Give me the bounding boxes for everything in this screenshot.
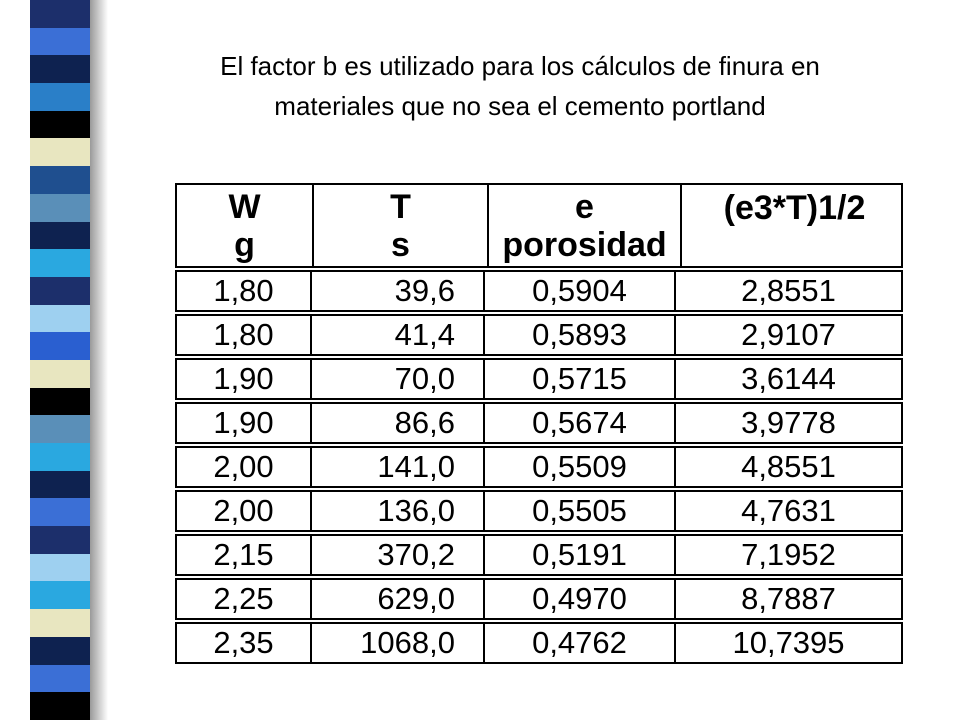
cell-t-value: 141,0 xyxy=(312,448,485,486)
table-row xyxy=(175,622,903,664)
cell-w-value: 1,80 xyxy=(177,272,312,310)
stripe xyxy=(30,0,90,28)
header-e-label: e xyxy=(575,187,594,226)
cell-w-value: 2,00 xyxy=(177,448,312,486)
stripe xyxy=(30,526,90,554)
header-t-label: T xyxy=(390,187,411,226)
cell-w-value: 2,00 xyxy=(177,492,312,530)
header-w-label: W xyxy=(228,187,261,226)
data-table xyxy=(175,183,903,664)
stripe xyxy=(30,554,90,582)
cell-t-value: 136,0 xyxy=(312,492,485,530)
stripe xyxy=(30,194,90,222)
cell-t-value: 39,6 xyxy=(312,272,485,310)
cell-t-value: 86,6 xyxy=(312,404,485,442)
table-header xyxy=(175,183,903,268)
cell-e-value: 0,4762 xyxy=(485,624,676,662)
stripe xyxy=(30,581,90,609)
stripe xyxy=(30,332,90,360)
table-row xyxy=(175,314,903,356)
stripe xyxy=(30,471,90,499)
stripe xyxy=(30,498,90,526)
stripe xyxy=(30,692,90,720)
stripe xyxy=(30,360,90,388)
decorative-stripe-bar xyxy=(30,0,90,720)
stripe xyxy=(30,415,90,443)
stripe xyxy=(30,443,90,471)
slide-title xyxy=(120,46,920,126)
cell-t-value: 70,0 xyxy=(312,360,485,398)
stripe xyxy=(30,249,90,277)
header-w-unit: g xyxy=(234,225,255,264)
cell-e-value: 0,4970 xyxy=(485,580,676,618)
cell-w-value: 1,90 xyxy=(177,404,312,442)
stripe xyxy=(30,138,90,166)
stripe xyxy=(30,388,90,416)
stripe xyxy=(30,609,90,637)
header-formula-label: (e3*T)1/2 xyxy=(723,189,866,227)
cell-e-value: 0,5715 xyxy=(485,360,676,398)
cell-t-value: 370,2 xyxy=(312,536,485,574)
cell-e-value: 0,5904 xyxy=(485,272,676,310)
cell-w-value: 2,35 xyxy=(177,624,312,662)
table-row xyxy=(175,578,903,620)
stripe xyxy=(30,111,90,139)
table-row xyxy=(175,534,903,576)
header-t-unit: s xyxy=(391,225,410,264)
stripe xyxy=(30,55,90,83)
cell-formula-value: 10,7395 xyxy=(732,625,845,660)
cell-w-value: 1,90 xyxy=(177,360,312,398)
stripe xyxy=(30,166,90,194)
table-row xyxy=(175,358,903,400)
cell-w-value: 2,25 xyxy=(177,580,312,618)
cell-formula-value: 3,9778 xyxy=(741,405,836,440)
title-line-2: materiales que no sea el cemento portland xyxy=(274,91,766,121)
cell-t-value: 41,4 xyxy=(312,316,485,354)
cell-formula-value: 8,7887 xyxy=(741,581,836,616)
stripe xyxy=(30,83,90,111)
cell-formula-value: 2,9107 xyxy=(741,317,836,352)
header-e xyxy=(489,185,682,266)
stripe xyxy=(30,277,90,305)
cell-formula-value: 7,1952 xyxy=(741,537,836,572)
table-body xyxy=(175,270,903,664)
cell-formula-value: 4,7631 xyxy=(741,493,836,528)
cell-t-value: 629,0 xyxy=(312,580,485,618)
cell-w-value: 2,15 xyxy=(177,536,312,574)
stripe xyxy=(30,637,90,665)
cell-e-value: 0,5505 xyxy=(485,492,676,530)
cell-e-value: 0,5674 xyxy=(485,404,676,442)
cell-t-value: 1068,0 xyxy=(312,624,485,662)
header-formula xyxy=(682,185,907,266)
header-w xyxy=(177,185,314,266)
table-row xyxy=(175,402,903,444)
cell-formula-value: 3,6144 xyxy=(741,361,836,396)
stripe xyxy=(30,305,90,333)
cell-e-value: 0,5893 xyxy=(485,316,676,354)
title-line-1: El factor b es utilizado para los cálculos de finura en xyxy=(220,51,820,81)
cell-e-value: 0,5191 xyxy=(485,536,676,574)
cell-w-value: 1,80 xyxy=(177,316,312,354)
table-row xyxy=(175,446,903,488)
stripe xyxy=(30,28,90,56)
stripe-bar-shadow xyxy=(90,0,108,720)
stripe xyxy=(30,665,90,693)
cell-e-value: 0,5509 xyxy=(485,448,676,486)
stripe xyxy=(30,222,90,250)
table-row xyxy=(175,490,903,532)
cell-formula-value: 2,8551 xyxy=(741,273,836,308)
header-e-unit: porosidad xyxy=(502,225,667,264)
cell-formula-value: 4,8551 xyxy=(741,449,836,484)
table-row xyxy=(175,270,903,312)
header-t xyxy=(314,185,489,266)
